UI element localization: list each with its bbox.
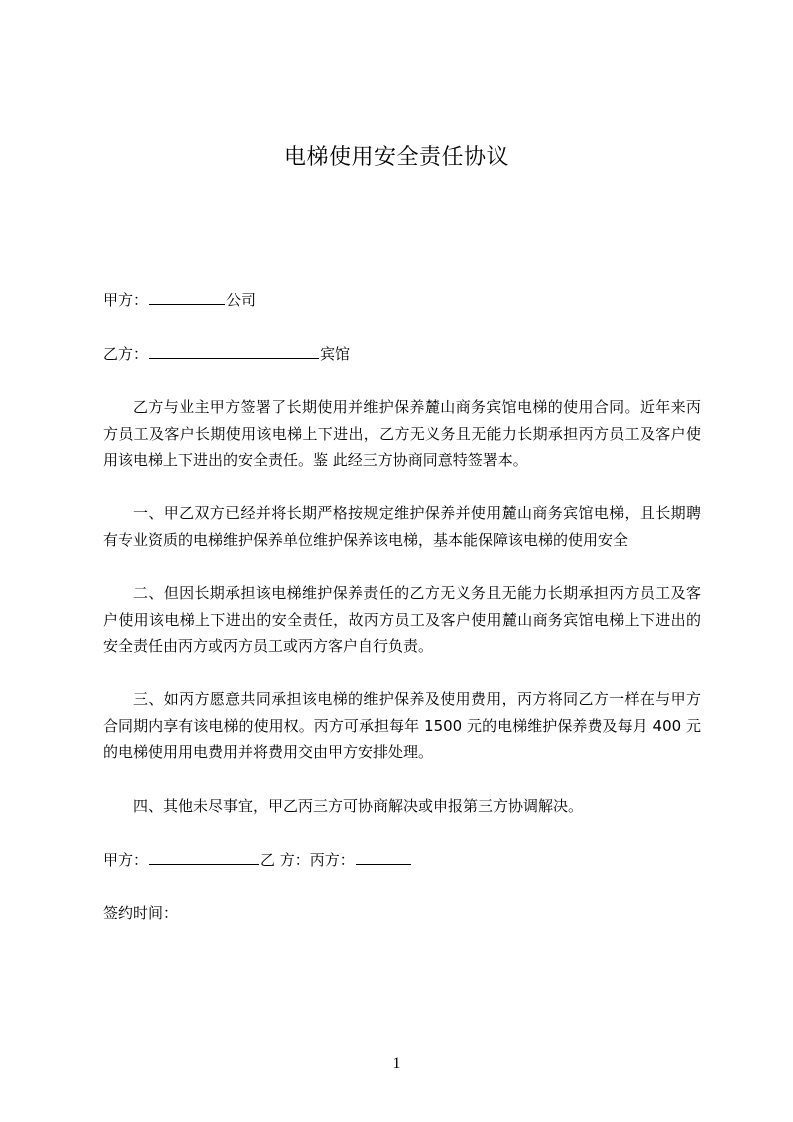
party-a-label: 甲方： bbox=[103, 291, 149, 309]
signature-party-c-blank bbox=[356, 848, 411, 865]
signature-line bbox=[103, 848, 703, 872]
sign-time-label: 签约时间： bbox=[103, 904, 179, 922]
clause-one-paragraph: 一、甲乙双方已经并将长期严格按规定维护保养并使用麓山商务宾馆电梯，且长期聘有专业资质的电梯维护保养单位维护保养该电梯，基本能保障该电梯的使用安全 bbox=[103, 504, 701, 549]
preamble-paragraph: 乙方与业主甲方签署了长期使用并维护保养麓山商务宾馆电梯的使用合同。近年来丙方员工及客户长期使用该电梯上下进出，乙方无义务且无能力长期承担丙方员工及客户使用该电梯上下进出的安全责任。鉴 此经三方协商同意特签署本。 bbox=[103, 398, 701, 469]
signature-party-a-blank bbox=[149, 848, 259, 865]
clause-two-paragraph: 二、但因长期承担该电梯维护保养责任的乙方无义务且无能力长期承担丙方员工及客户使用该电梯上下进出的安全责任，故丙方员工及客户使用麓山商务宾馆电梯上下进出的安全责任由丙方或丙方员工或丙方客户自行负责。 bbox=[103, 584, 701, 655]
party-b-line bbox=[103, 342, 703, 366]
party-a-suffix: 公司 bbox=[226, 291, 257, 309]
document-title: 电梯使用安全责任协议 bbox=[283, 145, 509, 170]
signature-party-b-label: 乙 方： bbox=[260, 851, 310, 869]
party-b-suffix: 宾馆 bbox=[320, 345, 351, 363]
clause-four-paragraph: 四、其他未尽事宜，甲乙丙三方可协商解决或申报第三方协调解决。 bbox=[133, 797, 584, 815]
signature-party-c-label: 丙方： bbox=[309, 851, 355, 869]
signature-party-a-label: 甲方： bbox=[103, 851, 149, 869]
party-a-line bbox=[103, 288, 703, 312]
page-number: 1 bbox=[392, 1055, 401, 1072]
party-a-blank bbox=[149, 288, 225, 305]
party-b-blank bbox=[149, 342, 319, 359]
clause-three-paragraph: 三、如丙方愿意共同承担该电梯的维护保养及使用费用，丙方将同乙方一样在与甲方合同期内享有该电梯的使用权。丙方可承担每年 1500 元的电梯维护保养费及每月 400 元的电梯使用用电费用并将费用交由甲方安排处理。 bbox=[103, 690, 701, 761]
party-b-label: 乙方： bbox=[103, 345, 149, 363]
